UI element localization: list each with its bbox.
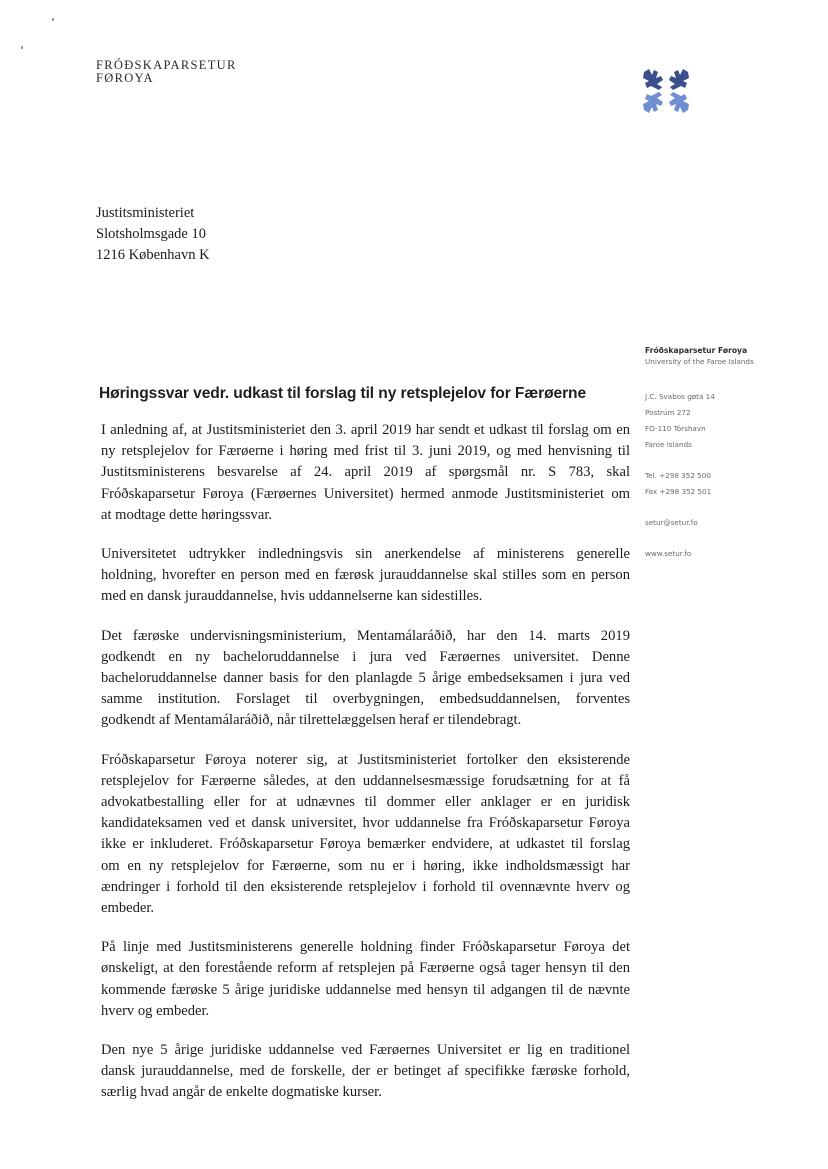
body-paragraph <box>101 626 630 732</box>
paragraph-line: godkendt af Mentamálaráðið, når tilrettelæggelsen heraf er tilendebragt. <box>101 712 522 729</box>
paragraph-line: Fróðskaparsetur Føroya noterer sig, at Justitsministeriet fortolker den eksisterende <box>101 751 630 768</box>
paragraph-line: samme institution. Forslaget til overbygningen, embedsuddannelsen, forventes <box>101 691 630 708</box>
paragraph-line: retsplejelov for Færøerne således, at den uddannelsesmæssige forudsætning for at få <box>101 772 630 789</box>
sender-address-line: Faroe Islands <box>645 440 692 449</box>
scan-speck <box>52 18 54 21</box>
paragraph-line: Universitetet udtrykker indledningsvis sin anerkendelse af ministerens generelle <box>101 546 630 563</box>
sender-org-subtitle: University of the Faroe Islands <box>645 357 754 366</box>
paragraph-line: kandidateksamen ved et dansk universitet, hvor uddannelse fra Fróðskaparsetur Føroya <box>101 815 630 832</box>
paragraph-line: holdning, hvorefter en person med en færøsk jurauddannelse skal stilles som en person <box>101 567 630 584</box>
paragraph-line: embeder. <box>101 900 155 917</box>
recipient-address <box>96 203 210 266</box>
paragraph-line: med en dansk jurauddannelse, hvis uddannelserne kan sidestilles. <box>101 588 483 605</box>
paragraph-line: ændringer i forhold til den eksisterende retsplejelov i forhold til ovennævnte hverv og <box>101 878 630 895</box>
paragraph-line: På linje med Justitsministerens generelle holdning finder Fróðskaparsetur Føroya det <box>101 939 630 956</box>
scan-speck <box>21 46 23 49</box>
logo-top-half <box>643 69 689 90</box>
paragraph-line: Den nye 5 årige juridiske uddannelse ved Færøernes Universitet er lig en traditionel <box>101 1042 630 1059</box>
body-paragraph <box>101 420 630 526</box>
document-body <box>101 420 630 1122</box>
letterhead-brand <box>96 59 237 85</box>
paragraph-line: hverv og embeder. <box>101 1002 210 1019</box>
sender-address-line: J.C. Svabos gøta 14 <box>645 392 715 401</box>
recipient-city: 1216 København K <box>96 247 210 263</box>
paragraph-line: Justitsministerens besvarelse af 24. april 2019 af spørgsmål nr. S 783, skal <box>101 464 630 481</box>
paragraph-line: ny retsplejelov for Færøerne i høring med frist til 3. juni 2019, og med henvisning til <box>101 443 630 460</box>
paragraph-line: godkendt en ny bacheloruddannelse i jura ved Færøernes universitet. Denne <box>101 648 630 665</box>
paragraph-line: Det færøske undervisningsministerium, Mentamálaráðið, har den 14. marts 2019 <box>101 627 630 644</box>
recipient-street: Slotsholmsgade 10 <box>96 226 206 242</box>
paragraph-line: at modtage dette høringssvar. <box>101 506 273 523</box>
university-logo-icon <box>641 66 691 116</box>
paragraph-line: ikke er inkluderet. Fróðskaparsetur Føroya bemærker endvidere, at udkastet til forslag <box>101 836 630 853</box>
body-paragraph <box>101 937 630 1022</box>
body-paragraph <box>101 1040 630 1104</box>
paragraph-line: advokatbestalling eller for at udnævnes til dommer eller anklager er en juridisk <box>101 794 630 811</box>
logo-bottom-half <box>643 92 689 113</box>
brand-line-2: FØROYA <box>96 71 154 85</box>
paragraph-line: om en ny retsplejelov for Færøerne, som nu er i høring, ikke indholdsmæssigt har <box>101 857 630 874</box>
paragraph-line: I anledning af, at Justitsministeriet den 3. april 2019 har sendt et udkast til forslag om en <box>101 422 630 438</box>
sender-website-link[interactable]: www.setur.fo <box>645 549 692 558</box>
paragraph-line: kommende færøske 5 årige juridiske uddannelse med hensyn til adgangen til de nævnte <box>101 981 630 998</box>
brand-line-1: FRÓÐSKAPARSETUR <box>96 58 237 72</box>
paragraph-line: særlig hvad angår de enkelte dogmatiske kurser. <box>101 1084 382 1101</box>
paragraph-line: ønskeligt, at den forestående reform af retsplejen på Færøerne også tager hensyn til den <box>101 960 630 977</box>
body-paragraph <box>101 544 630 608</box>
document-title: Høringssvar vedr. udkast til forslag til ny retsplejelov for Færøerne <box>99 385 587 402</box>
sender-email-link[interactable]: setur@setur.fo <box>645 518 698 527</box>
paragraph-line: Fróðskaparsetur Føroya (Færøernes Universitet) hermed anmode Justitsministeriet om <box>101 485 630 502</box>
sender-fax: Fax +298 352 501 <box>645 487 712 496</box>
sender-sidebar <box>645 345 825 562</box>
body-paragraph <box>101 750 630 920</box>
sender-org-name: Fróðskaparsetur Føroya <box>645 346 748 355</box>
sender-address-line: FO-110 Tórshavn <box>645 424 706 433</box>
paragraph-line: dansk jurauddannelse, med de forskelle, der er betinget af specifikke færøske forhold, <box>101 1063 630 1080</box>
sender-address-line: Postrúm 272 <box>645 408 691 417</box>
recipient-name: Justitsministeriet <box>96 205 195 221</box>
sender-tel: Tel. +298 352 500 <box>645 471 711 480</box>
paragraph-line: bacheloruddannelse danner basis for den planlagde 5 årige embedseksamen i jura ved <box>101 670 630 687</box>
